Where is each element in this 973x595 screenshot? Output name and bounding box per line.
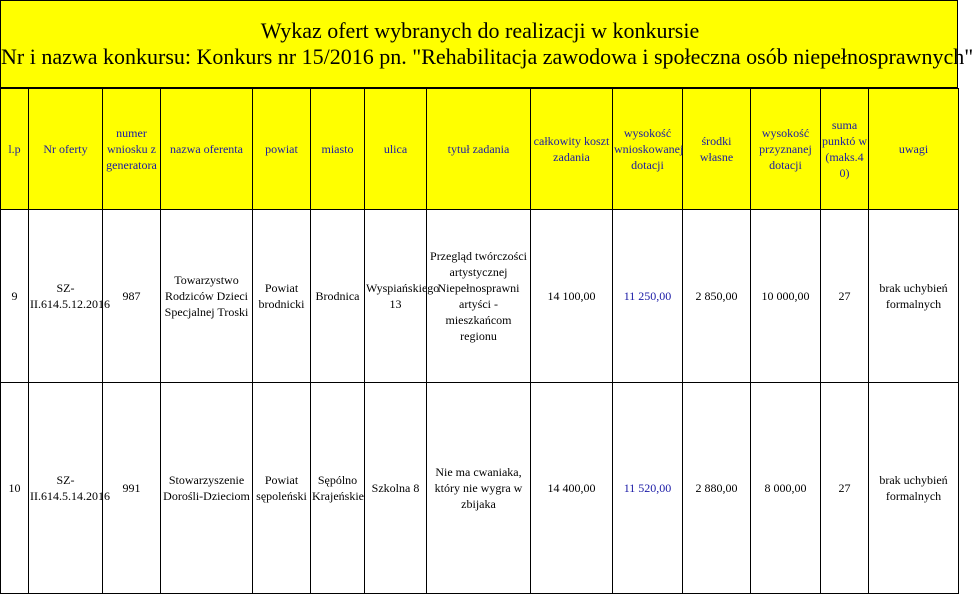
col-nr-oferty: Nr oferty xyxy=(29,89,103,210)
cell-nazwa-oferenta: Stowarzyszenie Dorośli-Dzieciom xyxy=(161,383,253,594)
cell-suma: 27 xyxy=(821,383,869,594)
col-uwagi: uwagi xyxy=(869,89,959,210)
cell-srodki: 2 880,00 xyxy=(683,383,751,594)
header-row xyxy=(1,89,959,210)
cell-lp: 10 xyxy=(1,383,29,594)
col-ulica: ulica xyxy=(365,89,427,210)
cell-koszt: 14 100,00 xyxy=(531,210,613,383)
cell-uwagi: brak uchybień formalnych xyxy=(869,383,959,594)
cell-powiat: Powiat sępoleński xyxy=(253,383,311,594)
cell-tytul: Przegląd twórczości artystycznej Niepełnosprawni artyści - mieszkańcom regionu xyxy=(427,210,531,383)
cell-numer-generatora: 987 xyxy=(103,210,161,383)
cell-suma: 27 xyxy=(821,210,869,383)
col-koszt: całkowity koszt zadania xyxy=(531,89,613,210)
cell-wnioskowana: 11 250,00 xyxy=(613,210,683,383)
cell-ulica: Wyspiańskiego 13 xyxy=(365,210,427,383)
cell-ulica: Szkolna 8 xyxy=(365,383,427,594)
cell-nr-oferty: SZ-II.614.5.12.2016 xyxy=(29,210,103,383)
cell-miasto: Sępólno Krajeńskie xyxy=(311,383,365,594)
cell-uwagi: brak uchybień formalnych xyxy=(869,210,959,383)
contest-title: Nr i nazwa konkursu: Konkurs nr 15/2016 pn. "Rehabilitacja zawodowa i społeczna osób niepełnosprawnych" xyxy=(1,44,973,69)
col-suma: suma punktó w (maks.4 0) xyxy=(821,89,869,210)
cell-przyznana: 8 000,00 xyxy=(751,383,821,594)
col-nazwa-oferenta: nazwa oferenta xyxy=(161,89,253,210)
cell-numer-generatora: 991 xyxy=(103,383,161,594)
col-przyznana: wysokość przyznanej dotacji xyxy=(751,89,821,210)
table-row xyxy=(1,383,959,594)
table-row xyxy=(1,210,959,383)
col-wnioskowana: wysokość wnioskowanej dotacji xyxy=(613,89,683,210)
col-srodki: środki własne xyxy=(683,89,751,210)
col-lp: l.p xyxy=(1,89,29,210)
col-tytul: tytuł zadania xyxy=(427,89,531,210)
cell-lp: 9 xyxy=(1,210,29,383)
cell-srodki: 2 850,00 xyxy=(683,210,751,383)
col-miasto: miasto xyxy=(311,89,365,210)
cell-przyznana: 10 000,00 xyxy=(751,210,821,383)
page-title: Wykaz ofert wybranych do realizacji w konkursie xyxy=(260,18,700,43)
cell-powiat: Powiat brodnicki xyxy=(253,210,311,383)
title-banner xyxy=(0,0,973,88)
cell-nazwa-oferenta: Towarzystwo Rodziców Dzieci Specjalnej Troski xyxy=(161,210,253,383)
cell-koszt: 14 400,00 xyxy=(531,383,613,594)
offers-table xyxy=(0,88,959,594)
cell-miasto: Brodnica xyxy=(311,210,365,383)
cell-wnioskowana: 11 520,00 xyxy=(613,383,683,594)
col-powiat: powiat xyxy=(253,89,311,210)
cell-nr-oferty: SZ-II.614.5.14.2016 xyxy=(29,383,103,594)
col-numer-generatora: numer wniosku z generatora xyxy=(103,89,161,210)
cell-tytul: Nie ma cwaniaka, który nie wygra w zbijaka xyxy=(427,383,531,594)
